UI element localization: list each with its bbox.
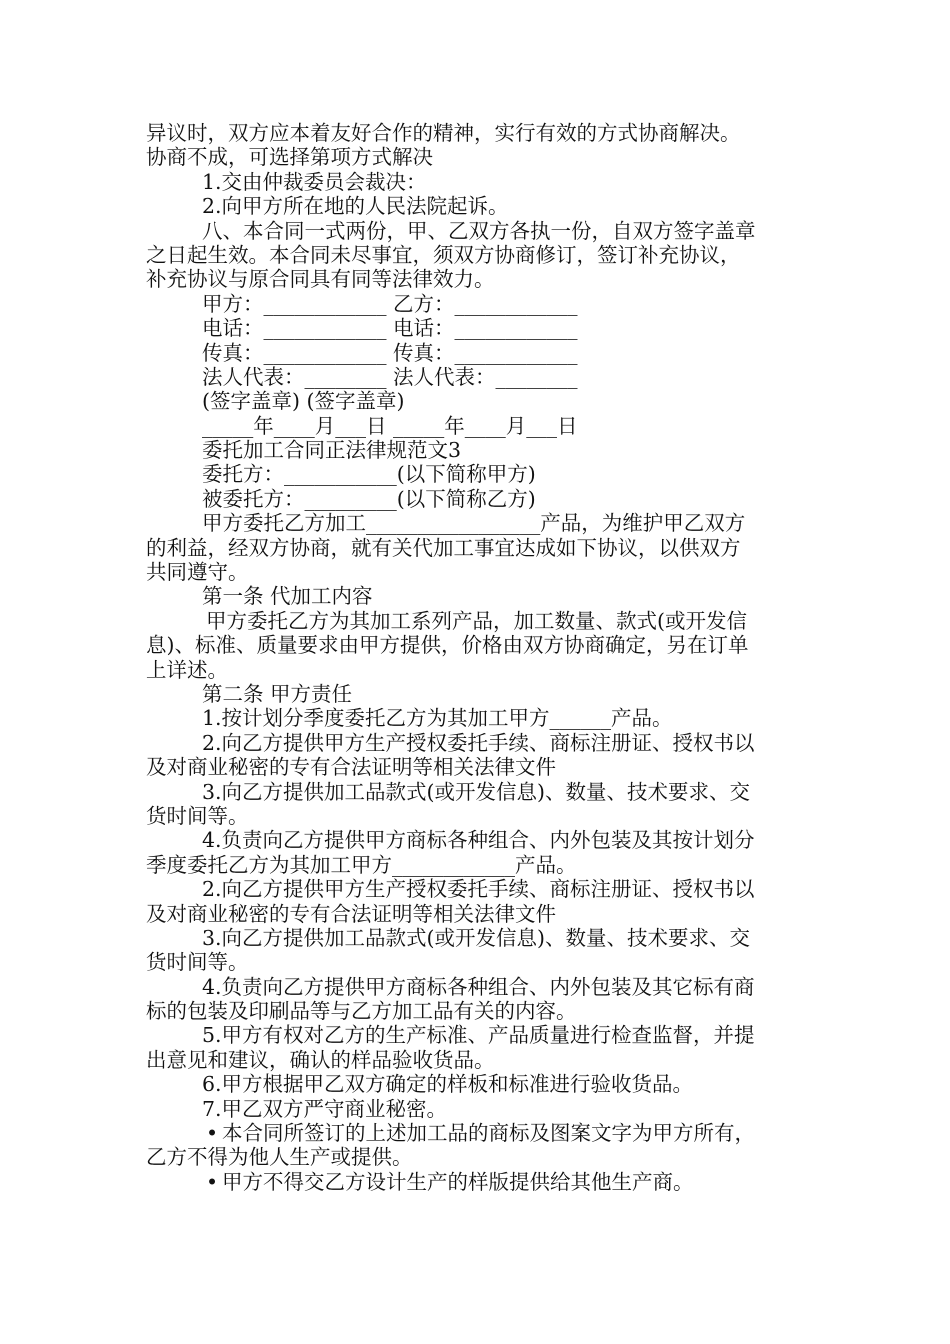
line-text: 的利益，经双方协商，就有关代加工事宜达成如下协议，以供双方 <box>146 535 741 560</box>
text-line <box>146 877 806 901</box>
line-text: 上详述。 <box>146 657 228 682</box>
text-line <box>146 1121 806 1145</box>
line-text: 异议时，双方应本着友好合作的精神，实行有效的方式协商解决。 <box>146 121 741 145</box>
line-text: 息)、标准、质量要求由甲方提供，价格由双方协商确定，另在订单 <box>146 633 749 658</box>
line-text: 3.向乙方提供加工品款式(或开发信息)、数量、技术要求、交 <box>202 779 751 804</box>
document-page <box>146 121 806 1194</box>
text-line <box>146 511 806 535</box>
text-line <box>146 1023 806 1047</box>
line-text: 季度委托乙方为其加工甲方____________产品。 <box>146 852 577 877</box>
text-line <box>146 682 806 706</box>
line-text: 补充协议与原合同具有同等法律效力。 <box>146 267 495 292</box>
text-line <box>146 170 806 194</box>
text-line <box>146 902 806 926</box>
line-text: 乙方不得为他人生产或提供。 <box>146 1145 413 1170</box>
line-text: 本合同所签订的上述加工品的商标及图案文字为甲方所有， <box>222 1121 755 1146</box>
text-line <box>146 1170 806 1194</box>
text-line <box>146 975 806 999</box>
text-line <box>146 145 806 169</box>
line-text: 法人代表：________ 法人代表：________ <box>202 364 578 389</box>
text-line <box>146 536 806 560</box>
text-line <box>146 1048 806 1072</box>
text-line <box>146 316 806 340</box>
line-text: 及对商业秘密的专有合法证明等相关法律文件 <box>146 755 556 780</box>
line-text: 3.向乙方提供加工品款式(或开发信息)、数量、技术要求、交 <box>202 925 751 950</box>
text-line <box>146 853 806 877</box>
line-text: 及对商业秘密的专有合法证明等相关法律文件 <box>146 901 556 926</box>
line-text: 被委托方：_________(以下简称乙方) <box>202 486 536 511</box>
line-text: 第二条 甲方责任 <box>202 681 353 706</box>
line-text: 甲方不得交乙方设计生产的样版提供给其他生产商。 <box>222 1169 694 1194</box>
line-text: 2.向乙方提供甲方生产授权委托手续、商标注册证、授权书以 <box>202 877 755 902</box>
text-line <box>146 584 806 608</box>
line-text: 出意见和建议，确认的样品验收货品。 <box>146 1047 495 1072</box>
text-line <box>146 999 806 1023</box>
line-text: 4.负责向乙方提供甲方商标各种组合、内外包装及其按计划分 <box>202 828 755 853</box>
line-text: 八、本合同一式两份，甲、乙双方各执一份，自双方签字盖章 <box>202 218 756 243</box>
text-line <box>146 926 806 950</box>
line-text: _____年____月___日 _____年____月___日 <box>202 413 578 438</box>
line-text: 甲方委托乙方加工_________________产品，为维护甲乙双方 <box>202 511 746 536</box>
line-text: (签字盖章) (签字盖章) <box>202 389 405 414</box>
line-text: 第一条 代加工内容 <box>202 584 373 609</box>
text-line <box>146 219 806 243</box>
line-text: 5.甲方有权对乙方的生产标准、产品质量进行检查监督，并提 <box>202 1023 755 1048</box>
line-text: 电话：____________ 电话：____________ <box>202 316 578 341</box>
line-text: 传真：____________ 传真：____________ <box>202 340 578 365</box>
text-line <box>146 780 806 804</box>
text-line <box>146 292 806 316</box>
line-text: 1.按计划分季度委托乙方为其加工甲方______产品。 <box>202 706 673 731</box>
text-line <box>146 706 806 730</box>
text-line <box>146 560 806 584</box>
text-line <box>146 755 806 779</box>
text-line <box>146 194 806 218</box>
text-line <box>146 462 806 486</box>
text-line <box>146 1097 806 1121</box>
bullet-icon: • <box>206 1169 219 1194</box>
bullet-icon: • <box>206 1121 219 1146</box>
line-text: 委托方：___________(以下简称甲方) <box>202 462 536 487</box>
line-text: 甲方委托乙方为其加工系列产品，加工数量、款式(或开发信 <box>206 608 747 633</box>
text-line <box>146 609 806 633</box>
text-line <box>146 731 806 755</box>
text-line <box>146 828 806 852</box>
text-line <box>146 414 806 438</box>
line-text: 甲方：____________ 乙方：____________ <box>202 291 578 316</box>
text-line <box>146 804 806 828</box>
line-text: 2.向乙方提供甲方生产授权委托手续、商标注册证、授权书以 <box>202 730 755 755</box>
text-line <box>146 487 806 511</box>
text-line <box>146 438 806 462</box>
text-line <box>146 1072 806 1096</box>
line-text: 7.甲乙双方严守商业秘密。 <box>202 1096 448 1121</box>
text-line <box>146 1145 806 1169</box>
text-line <box>146 121 806 145</box>
text-line <box>146 389 806 413</box>
line-text: 1.交由仲裁委员会裁决： <box>202 169 427 194</box>
line-text: 6.甲方根据甲乙双方确定的样板和标准进行验收货品。 <box>202 1072 694 1097</box>
text-line <box>146 658 806 682</box>
text-line <box>146 365 806 389</box>
line-text: 标的包装及印刷品等与乙方加工品有关的内容。 <box>146 999 577 1024</box>
line-text: 货时间等。 <box>146 950 249 975</box>
line-text: 4.负责向乙方提供甲方商标各种组合、内外包装及其它标有商 <box>202 974 755 999</box>
line-text: 委托加工合同正法律规范文3 <box>202 438 462 463</box>
line-text: 货时间等。 <box>146 803 249 828</box>
text-line <box>146 243 806 267</box>
line-text: 2.向甲方所在地的人民法院起诉。 <box>202 194 509 219</box>
line-text: 共同遵守。 <box>146 560 249 585</box>
line-text: 之日起生效。本合同未尽事宜，须双方协商修订，签订补充协议， <box>146 242 741 267</box>
text-line <box>146 950 806 974</box>
line-text: 协商不成，可选择第项方式解决 <box>146 145 433 170</box>
text-line <box>146 267 806 291</box>
text-line <box>146 633 806 657</box>
text-line <box>146 341 806 365</box>
